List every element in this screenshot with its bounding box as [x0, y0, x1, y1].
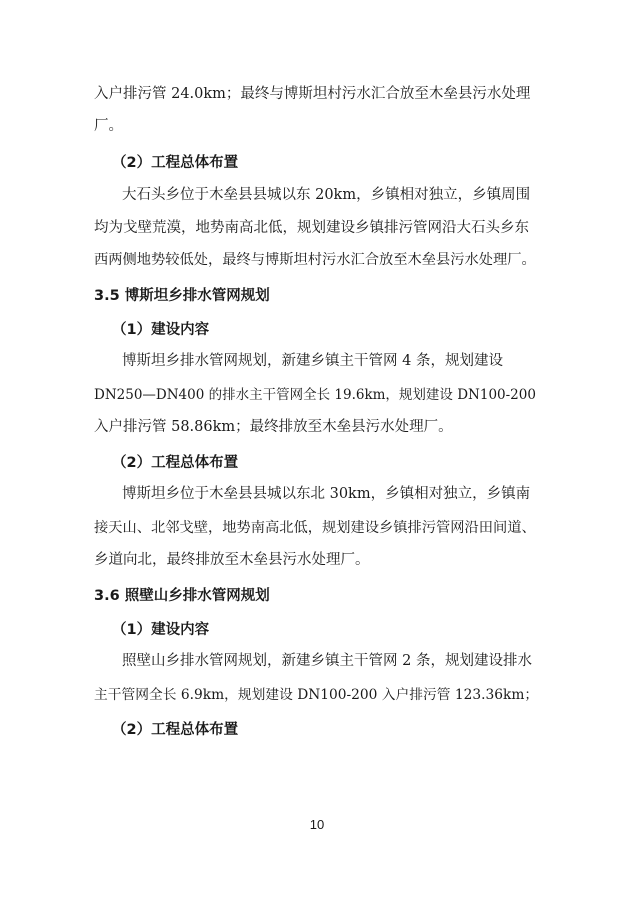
subsection-heading: （2）工程总体布置: [112, 455, 239, 471]
paragraph-line: 厂。: [94, 118, 123, 134]
section-heading: 3.6 照壁山乡排水管网规划: [94, 588, 270, 604]
paragraph-line: 入户排污管 58.86km；最终排放至木垒县污水处理厂。: [94, 419, 453, 435]
paragraph-line: 西两侧地势较低处，最终与博斯坦村污水汇合放至木垒县污水处理厂。: [94, 252, 536, 268]
subsection-heading: （2）工程总体布置: [112, 155, 239, 171]
subsection-heading: （1）建设内容: [112, 322, 210, 338]
paragraph-line: 博斯坦乡位于木垒县县城以东北 30km，乡镇相对独立，乡镇南: [122, 486, 531, 502]
paragraph-line: 照壁山乡排水管网规划，新建乡镇主干管网 2 条，规划建设排水: [122, 653, 532, 669]
subsection-heading: （2）工程总体布置: [112, 722, 239, 738]
paragraph-line: 主干管网全长 6.9km，规划建设 DN100-200 入户排污管 123.36km；: [94, 687, 539, 703]
paragraph-line: DN250—DN400 的排水主干管网全长 19.6km，规划建设 DN100-200: [94, 387, 536, 403]
paragraph-line: 入户排污管 24.0km；最终与博斯坦村污水汇合放至木垒县污水处理: [94, 86, 531, 102]
paragraph-line: 大石头乡位于木垒县县城以东 20km，乡镇相对独立，乡镇周围: [122, 187, 531, 203]
page-number: 10: [309, 817, 325, 832]
subsection-heading: （1）建设内容: [112, 622, 210, 638]
paragraph-line: 接天山、北邻戈壁，地势南高北低，规划建设乡镇排污管网沿田间道、: [94, 520, 536, 536]
paragraph-line: 乡道向北，最终排放至木垒县污水处理厂。: [94, 552, 370, 568]
paragraph-line: 博斯坦乡排水管网规划，新建乡镇主干管网 4 条，规划建设: [122, 353, 503, 369]
paragraph-line: 均为戈壁荒漠，地势南高北低，规划建设乡镇排污管网沿大石头乡东: [94, 220, 529, 236]
section-heading: 3.5 博斯坦乡排水管网规划: [94, 288, 270, 304]
